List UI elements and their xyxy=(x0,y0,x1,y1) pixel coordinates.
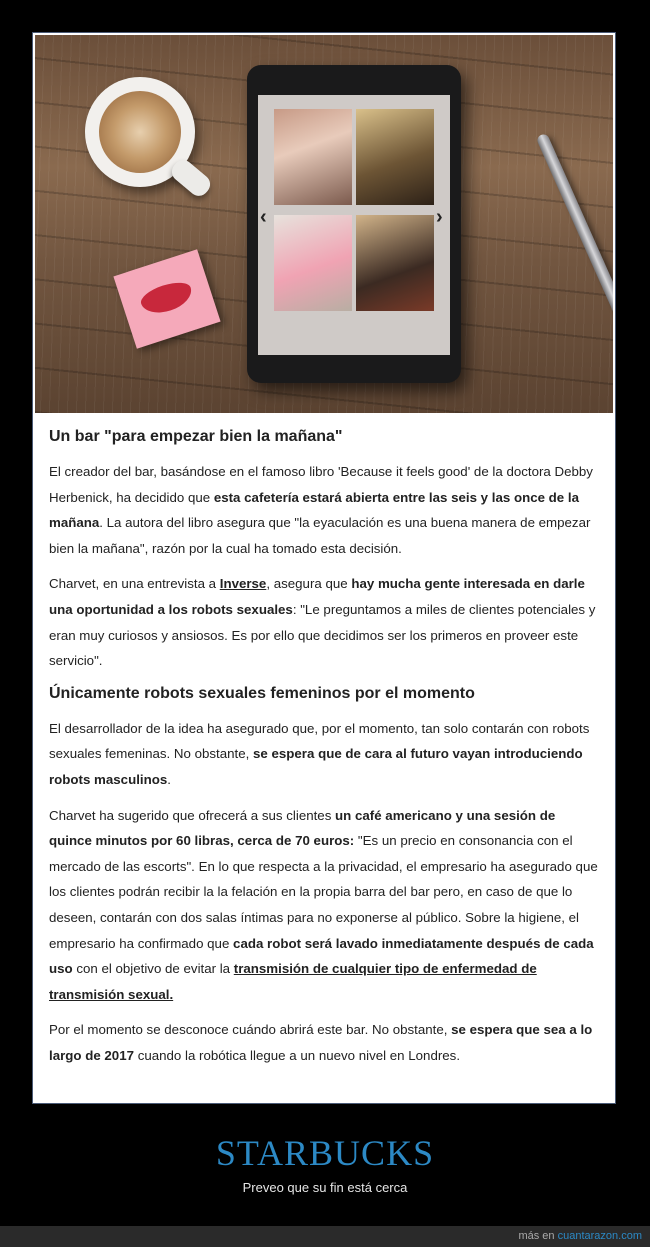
site-link[interactable]: cuantarazon.com xyxy=(557,1230,642,1242)
footer-bar xyxy=(0,1226,650,1247)
chevron-left-icon: ‹ xyxy=(260,206,267,228)
bold-text: se espera que sea a lo largo de 2017 xyxy=(49,1022,593,1063)
inverse-link[interactable]: Inverse xyxy=(219,576,267,592)
bold-text: se espera que de cara al futuro vayan introduciendo robots masculinos xyxy=(49,746,583,787)
text-run: El desarrollador de la idea ha asegurado que, por el momento, tan solo contarán con robots sexuales femeninas. No obstante, xyxy=(49,720,590,762)
bold-text: cada robot será lavado inmediatamente después de cada uso xyxy=(49,935,594,977)
coffee-cup-handle xyxy=(168,156,214,200)
footer-prefix: más en xyxy=(518,1230,558,1242)
section-heading: Únicamente robots sexuales femeninos por el momento xyxy=(49,684,475,702)
chevron-right-icon: › xyxy=(436,206,443,228)
paragraph xyxy=(49,1017,601,1068)
text-run: . La autora del libro asegura que "la eyaculación es una buena manera de empezar bien la mañana", razón por la cual ha tomado esta decisión. xyxy=(49,515,591,556)
gallery-photo xyxy=(356,215,434,311)
text-run: : "Le preguntamos a miles de clientes potenciales y eran muy curiosos y ansiosos. Es por ello que decidimos ser los primeros en proveer este servicio". xyxy=(49,601,596,669)
paragraph xyxy=(49,803,601,1008)
post-frame xyxy=(32,32,616,1104)
section-heading: Un bar "para empezar bien la mañana" xyxy=(49,428,343,445)
gallery-photo xyxy=(356,109,434,205)
gallery-photo xyxy=(274,109,352,205)
text-run: . xyxy=(167,771,171,787)
text-run: Charvet, en una entrevista a xyxy=(49,576,220,592)
transmission-link[interactable]: transmisión de cualquier tipo de enfermedad de transmisión sexual. xyxy=(49,961,537,1002)
bold-text: esta cafetería estará abierta entre las seis y las once de la mañana xyxy=(49,489,579,531)
paragraph xyxy=(49,459,601,561)
latte-art xyxy=(99,91,181,173)
text-run: El creador del bar, basándose en el famoso libro 'Because it feels good' de la doctora Debby Herbenick, ha decidido que xyxy=(49,464,593,505)
post-title: STARBUCKS xyxy=(215,1133,435,1173)
sticky-note xyxy=(113,249,220,348)
paragraph xyxy=(49,571,601,673)
gallery-photo xyxy=(274,215,352,311)
footer-credit xyxy=(518,1230,642,1242)
text-run: , asegura que xyxy=(266,576,352,592)
tablet-device xyxy=(247,65,461,383)
lipstick-kiss xyxy=(138,278,195,319)
pen xyxy=(536,133,613,339)
bold-text: un café americano y una sesión de quince minutos por 60 libras, cerca de 70 euros: xyxy=(49,807,556,849)
text-run: "Es un precio en consonancia con el mercado de las escorts". En lo que respecta a la privacidad, el empresario ha asegurado que los clientes podrán recibir la la felación en la propia barra del bar pero, en caso de que lo deseen, contarán con dos salas íntimas para no exponerse al público. Sobre la higiene, el empresario ha confirmado que xyxy=(49,833,598,951)
hero-image xyxy=(35,35,613,413)
text-run: Por el momento se desconoce cuándo abrirá este bar. No obstante, xyxy=(49,1022,452,1038)
post-subtitle: Preveo que su fin está cerca xyxy=(242,1180,408,1195)
text-run: cuando la robótica llegue a un nuevo nivel en Londres. xyxy=(134,1047,461,1063)
paragraph xyxy=(49,716,601,793)
text-run: con el objetivo de evitar la xyxy=(72,961,234,977)
bold-text: hay mucha gente interesada en darle una oportunidad a los robots sexuales xyxy=(49,576,585,617)
tablet-screen xyxy=(258,95,450,355)
text-run: Charvet ha sugerido que ofrecerá a sus clientes xyxy=(49,807,336,823)
article-body xyxy=(49,427,601,1078)
